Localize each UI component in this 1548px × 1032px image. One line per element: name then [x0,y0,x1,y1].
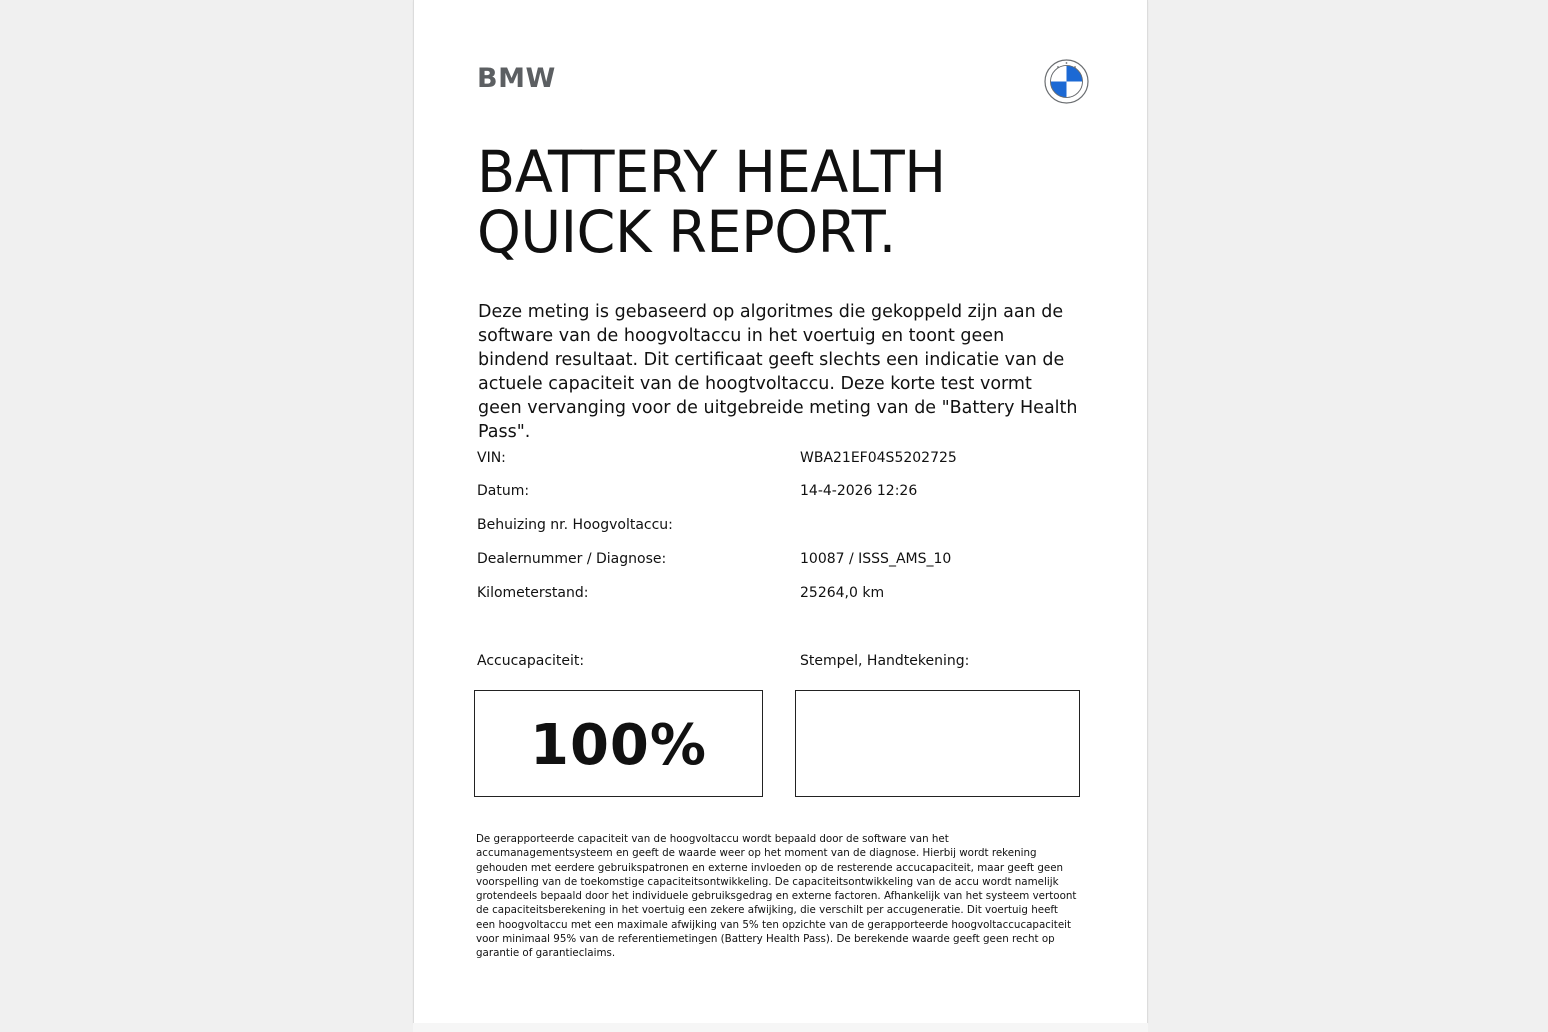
report-page [413,0,1148,1023]
report-title-line-2: QUICK REPORT. [477,198,896,266]
date-label: Datum: [477,483,530,499]
vin-label: VIN: [477,450,506,466]
report-title [477,138,946,266]
brand-wordmark: BMW [477,63,556,94]
bmw-roundel-logo [1044,59,1089,104]
signature-label: Stempel, Handtekening: [800,653,970,669]
mileage-label: Kilometerstand: [477,585,589,601]
intro-paragraph: Deze meting is gebaseerd op algoritmes die gekoppeld zijn aan de software van de hoogvoltaccu in het voertuig en toont geen bindend resultaat. Dit certificaat geeft slechts een indicatie van de actuele capaciteit van de hoogtvoltaccu. Deze korte test vormt geen vervanging voor de uitgebreide meting van de "Battery Health Pass". [478,302,1078,442]
vin-value: WBA21EF04S5202725 [800,450,957,466]
capacity-box [474,690,763,797]
signature-box [795,690,1080,797]
capacity-value: 100% [529,713,707,778]
date-value: 14-4-2026 12:26 [800,483,918,499]
page-bottom-edge [413,1023,1148,1032]
dealer-diagnosis-value: 10087 / ISSS_AMS_10 [800,551,952,567]
capacity-label: Accucapaciteit: [477,653,585,669]
mileage-value: 25264,0 km [800,585,885,601]
dealer-diagnosis-label: Dealernummer / Diagnose: [477,551,667,567]
disclaimer-text: De gerapporteerde capaciteit van de hoogvoltaccu wordt bepaald door de software van het accumanagementsysteem en geeft de waarde weer op het moment van de diagnose. Hierbij wordt rekening gehouden met eerdere gebruikspatronen en externe invloeden op de resterende accucapaciteit, maar geeft geen voorspelling van de toekomstige capaciteitsontwikkeling. De capaciteitsontwikkeling van de accu wordt namelijk grotendeels bepaald door het individuele gebruiksgedrag en externe factoren. Afhankelijk van het systeem vertoont de capaciteitsberekening in het voertuig een zekere afwijking, die verschilt per accugeneratie. Dit voertuig heeft een hoogvoltaccu met een maximale afwijking van 5% ten opzichte van de gerapporteerde hoogvoltaccucapaciteit voor minimaal 95% van de referentiemetingen (Battery Health Pass). De berekende waarde geeft geen recht op garantie of garantieclaims. [476,833,1077,960]
battery-housing-label: Behuizing nr. Hoogvoltaccu: [477,517,673,533]
report-title-line-1: BATTERY HEALTH [477,138,946,206]
